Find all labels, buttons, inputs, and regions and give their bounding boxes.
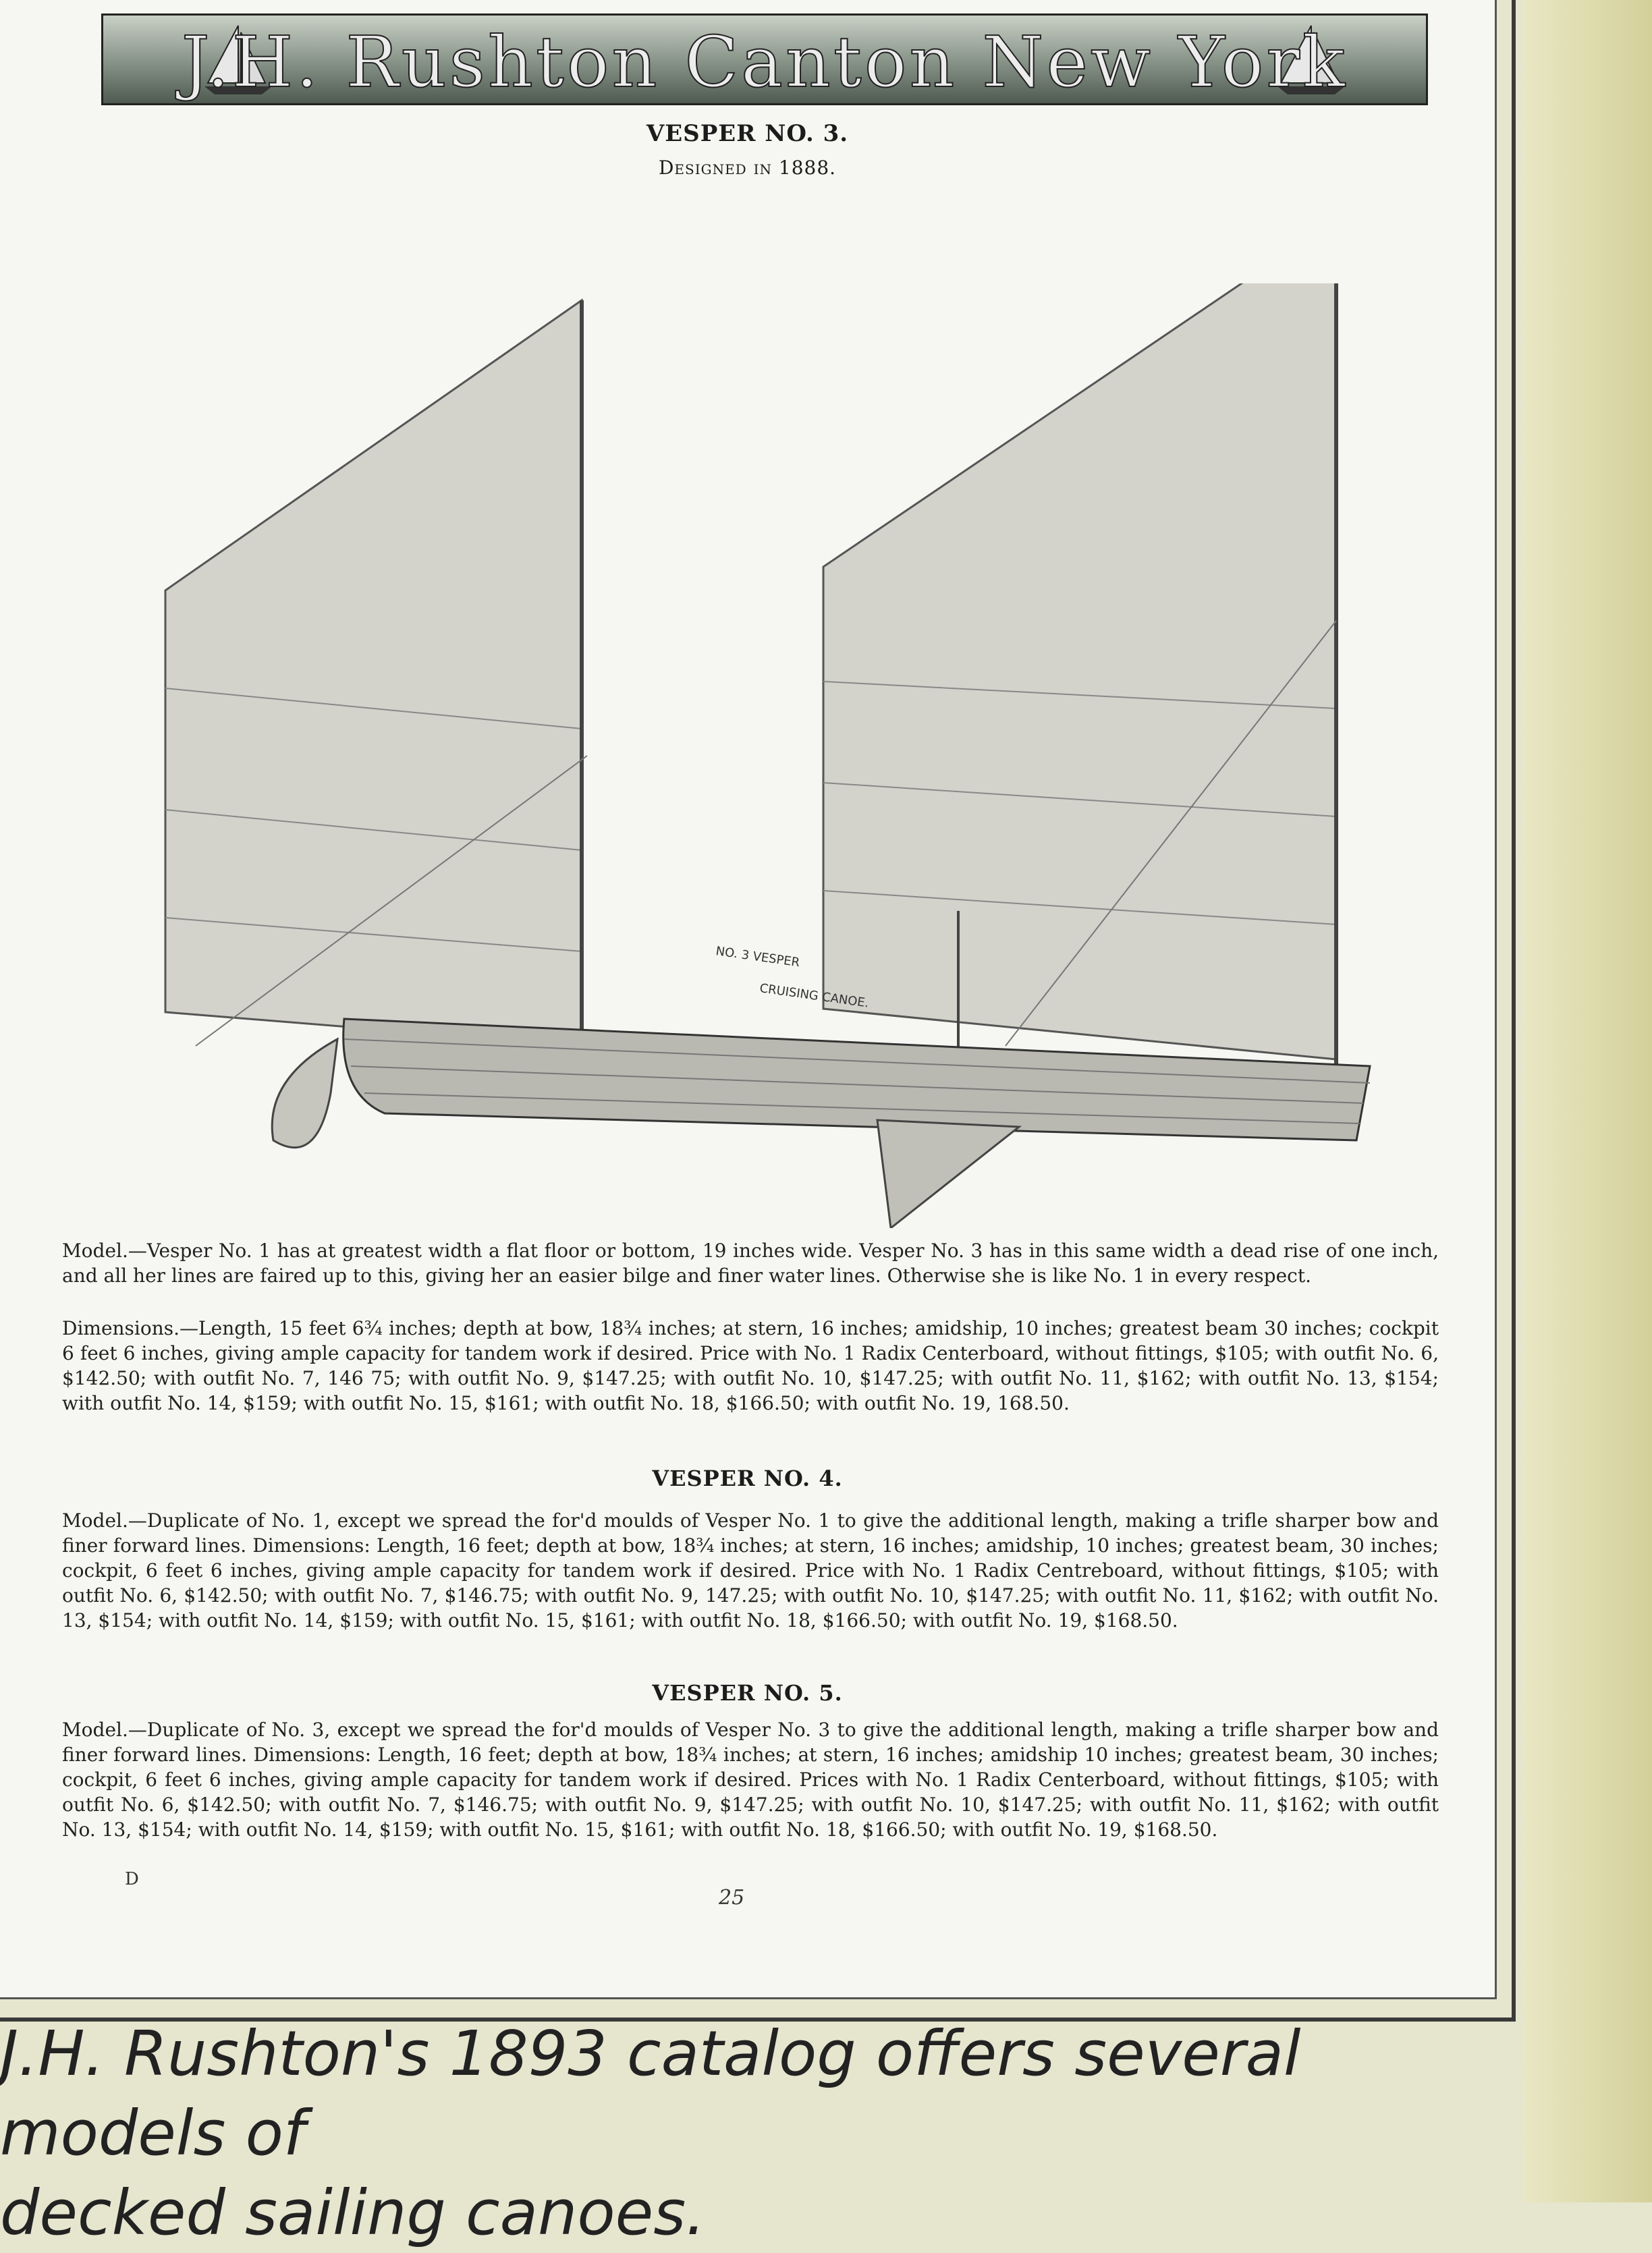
- page-number: 25: [719, 1886, 745, 1910]
- canoe-illustration: [115, 283, 1397, 1228]
- page-subtitle: Designed in 1888.: [658, 157, 837, 179]
- vesper3-dimensions: Dimensions.—Length, 15 feet 6¾ inches; depth at bow, 18¾ inches; at stern, 16 inches; amidship, 10 inches; greatest beam 30 inches; cockpit 6 feet 6 inches, giving ample capacity for tandem work if desired. Price with No. 1 Radix Centerboard, without fittings, $105; with outfit No. 6, $142.50; with outfit No. 7, 146 75; with outfit No. 9, $147.25; with outfit No. 10, $147.25; with outfit No. 11, $162; with outfit No. 13, $154; with outfit No. 14, $159; with outfit No. 15, $161; with outfit No. 18, $166.50; with outfit No. 19, 168.50.: [62, 1317, 1439, 1414]
- vesper4-model: Model.—Duplicate of No. 1, except we spread the for'd moulds of Vesper No. 1 to give the additional length, making a trifle sharper bow and finer forward lines. Dimensions: Length, 16 feet; depth at bow, 18¾ inches; at stern, 16 inches; amidship, 10 inches; greatest beam, 30 inches; cockpit, 6 feet 6 inches, giving ample capacity for tandem work if desired. Price with No. 1 Radix Centreboard, without fittings, $105; with outfit No. 6, $142.50; with outfit No. 7, $146.75; with outfit No. 9, 147.25; with outfit No. 10, $147.25; with outfit No. 11, $162; with outfit No. 13, $154; with outfit No. 14, $159; with outfit No. 15, $161; with outfit No. 18, $166.50; with outfit No. 19, $168.50.: [62, 1509, 1439, 1632]
- drawing-label-2: CRUISING CANOE.: [759, 981, 870, 1011]
- rudder: [272, 1039, 337, 1148]
- header-banner: [101, 13, 1428, 105]
- drawing-label-1: NO. 3 VESPER: [715, 944, 801, 970]
- display-board-edge: [1524, 0, 1652, 2202]
- page-title: VESPER NO. 3.: [646, 120, 849, 147]
- exhibit-caption: [0, 2014, 1485, 2253]
- vesper5-model: Model.—Duplicate of No. 3, except we spread the for'd moulds of Vesper No. 3 to give the additional length, making a trifle sharper bow and finer forward lines. Dimensions: Length, 16 feet; depth at bow, 18¾ inches; at stern, 16 inches; amidship 10 inches; greatest beam, 30 inches; cockpit, 6 feet 6 inches, giving ample capacity for tandem work if desired. Prices with No. 1 Radix Centerboard, without fittings, $105; with outfit No. 6, $142.50; with outfit No. 7, $146.75; with outfit No. 9, $147.25; with outfit No. 10, $147.25; with outfit No. 11, $162; with outfit No. 13, $154; with outfit No. 14, $159; with outfit No. 15, $161; with outfit No. 18, $166.50; with outfit No. 19, $168.50.: [62, 1719, 1439, 1841]
- vesper3-model: Model.—Vesper No. 1 has at greatest width a flat floor or bottom, 19 inches wide. Vesper No. 3 has in this same width a dead rise of one inch, and all her lines are faired up to this, giving her an easier bilge and finer water lines. Otherwise she is like No. 1 in every respect.: [62, 1240, 1439, 1287]
- fore-sail: [823, 283, 1336, 1059]
- vesper4-title: VESPER NO. 4.: [652, 1466, 843, 1491]
- caption-line-2: decked sailing canoes.: [0, 2177, 706, 2249]
- caption-line-1: J.H. Rushton's 1893 catalog offers several models of: [0, 2018, 1301, 2169]
- banner-title: J.H. Rushton Canton New York: [181, 21, 1348, 103]
- centerboard: [877, 1120, 1019, 1228]
- vesper5-title: VESPER NO. 5.: [652, 1680, 843, 1706]
- signature-mark: D: [125, 1869, 139, 1889]
